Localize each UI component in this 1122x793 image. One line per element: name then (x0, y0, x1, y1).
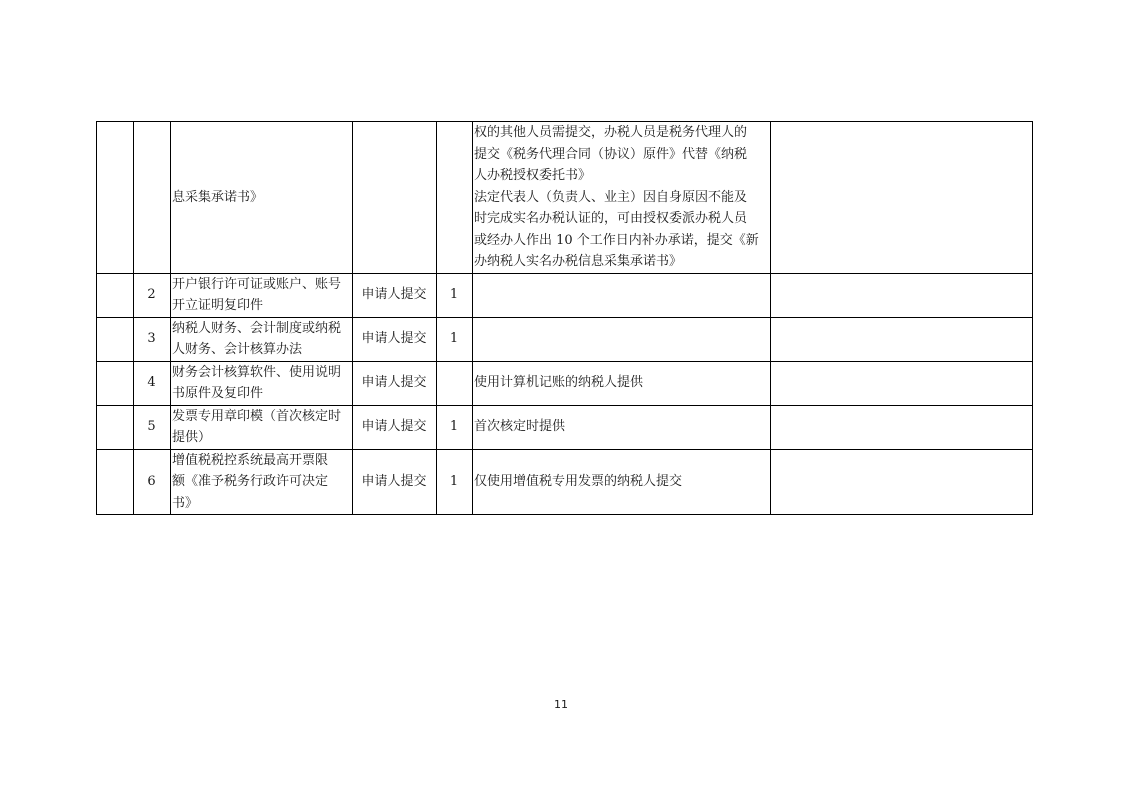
outer-cell (97, 405, 134, 449)
material-name: 增值税税控系统最高开票限 额《准予税务行政许可决定 书》 (171, 449, 353, 515)
notes: 首次核定时提供 (473, 405, 771, 449)
notes (473, 273, 771, 317)
material-name: 开户银行许可证或账户、账号 开立证明复印件 (171, 273, 353, 317)
row-index: 3 (134, 317, 171, 361)
row-index: 6 (134, 449, 171, 515)
notes (473, 317, 771, 361)
table-row (97, 449, 1033, 515)
material-name: 发票专用章印模（首次核定时 提供） (171, 405, 353, 449)
material-name: 息采集承诺书》 (171, 122, 353, 274)
submit-method (353, 122, 437, 274)
extra-cell (771, 273, 1033, 317)
submit-method: 申请人提交 (353, 361, 437, 405)
submit-method: 申请人提交 (353, 273, 437, 317)
outer-cell (97, 361, 134, 405)
outer-cell (97, 449, 134, 515)
outer-cell (97, 317, 134, 361)
table-row (97, 122, 1033, 274)
notes: 权的其他人员需提交，办税人员是税务代理人的 提交《税务代理合同（协议）原件》代替《纳税 人办税授权委托书》 法定代表人（负责人、业主）因自身原因不能及 时完成实名办税认证的，可由授权委派办税人员 或经办人作出 10 个工作日内补办承诺，提交《新 办纳税人实名办税信息采集承诺书》 (473, 122, 771, 274)
extra-cell (771, 317, 1033, 361)
outer-cell (97, 122, 134, 274)
copies (437, 122, 473, 274)
copies: 1 (437, 449, 473, 515)
outer-cell (97, 273, 134, 317)
copies: 1 (437, 317, 473, 361)
row-index: 4 (134, 361, 171, 405)
material-name: 财务会计核算软件、使用说明 书原件及复印件 (171, 361, 353, 405)
materials-table (96, 121, 1033, 515)
material-name: 纳税人财务、会计制度或纳税 人财务、会计核算办法 (171, 317, 353, 361)
row-index: 2 (134, 273, 171, 317)
table-row (97, 273, 1033, 317)
extra-cell (771, 122, 1033, 274)
row-index: 5 (134, 405, 171, 449)
extra-cell (771, 361, 1033, 405)
table-row (97, 361, 1033, 405)
notes: 仅使用增值税专用发票的纳税人提交 (473, 449, 771, 515)
copies: 1 (437, 405, 473, 449)
submit-method: 申请人提交 (353, 317, 437, 361)
notes: 使用计算机记账的纳税人提供 (473, 361, 771, 405)
table-row (97, 405, 1033, 449)
page-number: 11 (554, 698, 568, 711)
extra-cell (771, 449, 1033, 515)
submit-method: 申请人提交 (353, 449, 437, 515)
extra-cell (771, 405, 1033, 449)
copies (437, 361, 473, 405)
submit-method: 申请人提交 (353, 405, 437, 449)
row-index (134, 122, 171, 274)
table-row (97, 317, 1033, 361)
copies: 1 (437, 273, 473, 317)
